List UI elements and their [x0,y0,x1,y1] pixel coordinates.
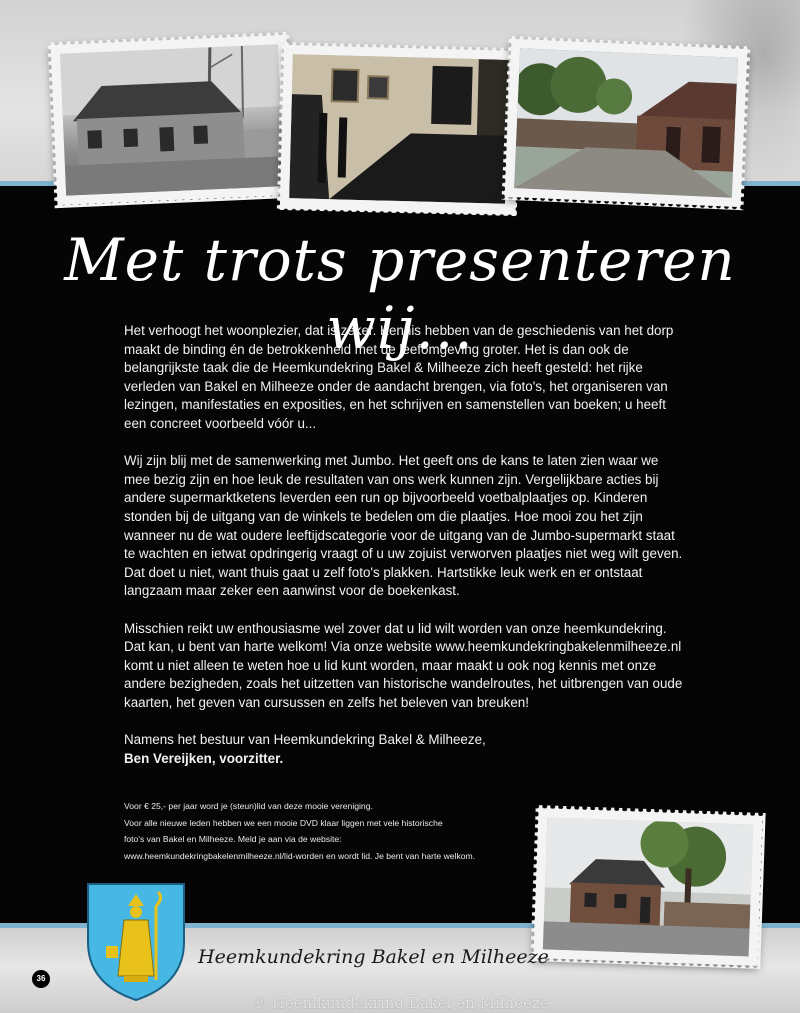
stamp-photo-interior [280,45,518,213]
photo-street [514,48,738,197]
photo-house [543,817,753,956]
photo-interior [289,54,509,204]
photo-farmhouse [60,44,284,195]
note-line-4: www.heemkundekringbakelenmilheeze.nl/lid-worden en wordt lid. Je bent van harte welkom. [124,850,476,861]
crest-logo [84,880,188,1002]
stamp-photo-street [505,39,748,207]
farmhouse-illustration [60,44,284,195]
paragraph-intro: Het verhoogt het woonplezier, dat is zeker. Kennis hebben van de geschiedenis van het dorp maakt de binding én de betrokkenheid met de leefomgeving groter. Het is dan ook de belangrijkste taak die de Heemkundekring Bakel & Milheeze zich heeft gesteld: het rijke verleden van Bakel en Milheeze onder de aandacht brengen, via foto's, het organiseren van lezingen, manifestaties en exposities, en het schrijven en samenstellen van boeken; u heeft een concreet voorbeeld vóór u... [124,323,674,431]
street-illustration [514,48,738,197]
page-number: 36 [32,970,50,988]
house-illustration [543,817,753,956]
interior-illustration [289,54,509,204]
note-line-1: Voor € 25,- per jaar word je (steun)lid van deze mooie vereniging. [124,801,373,811]
signature-line: Namens het bestuur van Heemkundekring Bakel & Milheeze, [124,732,486,748]
membership-note [124,798,544,864]
note-line-3: foto's van Bakel en Milheeze. Meld je aan via de website: [124,834,342,844]
article-body [124,322,684,768]
paragraph-jumbo: Wij zijn blij met de samenwerking met Jumbo. Het geeft ons de kans te laten zien waar we mee bezig zijn en hoe leuk de resultaten van ons werk kunnen zijn. Vergelijkbare acties bij andere supermarktketens leverden een run op bijvoorbeeld voetbalplaatjes op. Kinderen stonden bij de uitgang van de winkels te bedelen om die plaatjes. Hoe mooi zou het zijn wanneer nu de wat oudere leeftijdscategorie voor de uitgang van de Jumbo-supermarkt staat te wachten en ietwat opdringerig vraagt of u uw zojuist verworven plaatjes niet weg wilt geven. Dat doet u niet, want thuis gaat u zelf foto's plakken. Hartstikke leuk werk en er ontstaat langzaam maar zeker een aanwinst voor de boekenkast. [124,453,683,599]
note-line-2: Voor alle nieuwe leden hebben we een mooie DVD klaar liggen met vele historische [124,817,443,828]
paragraph-membership: Misschien reikt uw enthousiasme wel zover dat u lid wilt worden van onze heemkundekring. Dat kan, u bent van harte welkom! Via onze website www.heemkundekringbakelenmilheeze.nl komt u niet alleen te weten hoe u lid kunt worden, maar maakt u ook nog kennis met onze andere bezigheden, zoals het uitzetten van historische wandelroutes, het uitbrengen van oude kaarten, het geven van cursussen en zelfs het beleven van breuken! [124,620,683,710]
footer-title: Heemkundekring Bakel en Milheeze [198,946,549,968]
copyright-watermark: © Heemkundekring Bakel en Milheeze [252,994,549,1012]
page-title: Met trots presenteren wij... [64,226,736,362]
signature-name: Ben Vereijken, voorzitter. [124,750,284,766]
stamp-photo-farmhouse [51,35,294,205]
stamp-photo-house [533,808,762,966]
